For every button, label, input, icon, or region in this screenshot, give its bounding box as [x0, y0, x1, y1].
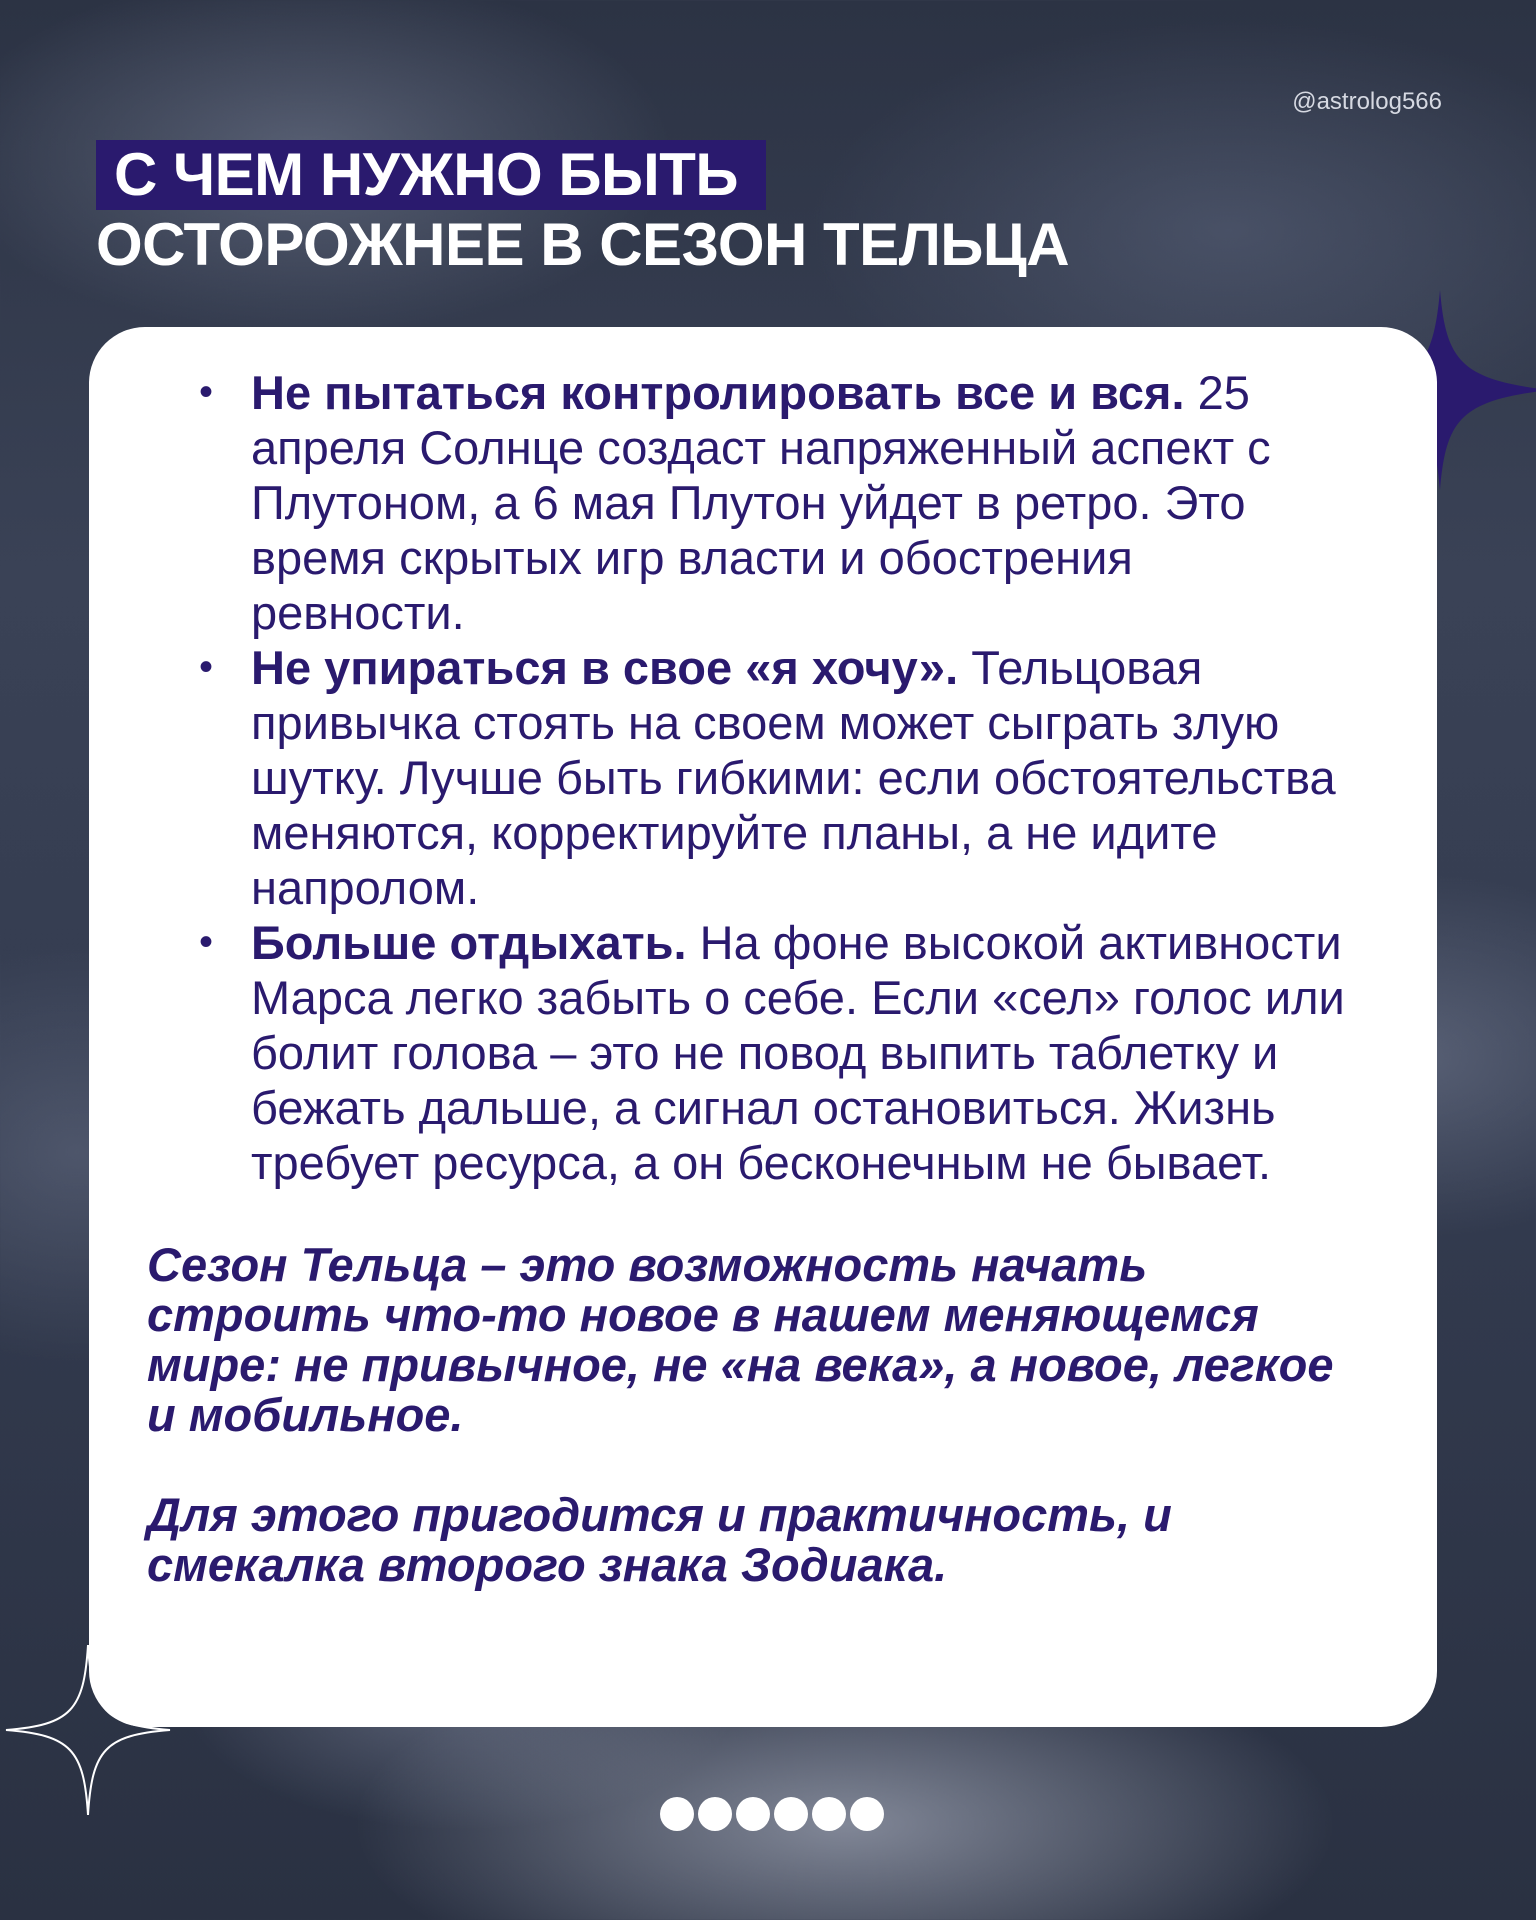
pagination-dot[interactable] — [850, 1797, 884, 1831]
item-heading: Больше отдыхать. — [251, 916, 700, 969]
pagination-dot[interactable] — [660, 1797, 694, 1831]
list-item — [199, 915, 1347, 1190]
title-line-2: ОСТОРОЖНЕЕ В СЕЗОН ТЕЛЬЦА — [96, 211, 1070, 278]
list-item — [199, 365, 1347, 640]
item-text: 25 апреля Солнце создаст напряженный аспект с Плутоном, а 6 мая Плутон уйдет в ретро. Это время скрытых игр власти и обострения ревности. — [251, 366, 1271, 639]
conclusion-paragraph: Сезон Тельца – это возможность начать строить что-то новое в нашем меняющемся мире: не привычное, не «на века», а новое, легкое и мобильное. — [147, 1238, 1334, 1441]
author-handle: @astrolog566 — [1292, 88, 1442, 115]
page-title — [96, 140, 1069, 280]
title-line-1: С ЧЕМ НУЖНО БЫТЬ — [96, 140, 766, 210]
conclusion-paragraph: Для этого пригодится и практичность, и смекалка второго знака Зодиака. — [147, 1488, 1172, 1591]
item-text: Тельцовая привычка стоять на своем может сыграть злую шутку. Лучше быть гибкими: если обстоятельства меняются, корректируйте планы, а не идите напролом. — [251, 641, 1336, 914]
item-heading: Не пытаться контролировать все и вся. — [251, 366, 1198, 419]
pagination-dot[interactable] — [774, 1797, 808, 1831]
conclusion — [147, 1240, 1347, 1590]
carousel-pagination — [660, 1797, 884, 1831]
list-item — [199, 640, 1347, 915]
tips-list — [199, 365, 1347, 1190]
item-text: На фоне высокой активности Марса легко забыть о себе. Если «сел» голос или болит голова – это не повод выпить таблетку и бежать дальше, а сигнал остановиться. Жизнь требует ресурса, а он бесконечным не бывает. — [251, 916, 1345, 1189]
pagination-dot[interactable] — [736, 1797, 770, 1831]
pagination-dot[interactable] — [698, 1797, 732, 1831]
pagination-dot[interactable] — [812, 1797, 846, 1831]
content-card — [89, 327, 1437, 1727]
item-heading: Не упираться в свое «я хочу». — [251, 641, 972, 694]
